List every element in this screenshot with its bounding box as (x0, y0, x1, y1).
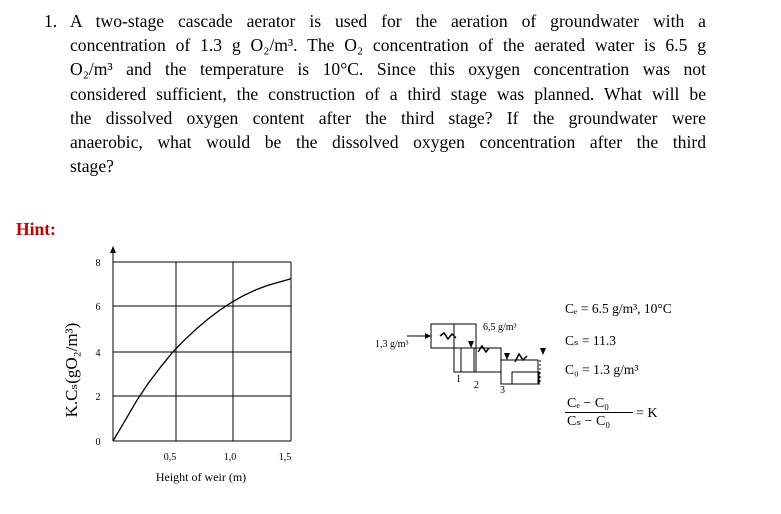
problem-line-4: considered sufficient, the construction of a third stage was planned. What will be (70, 83, 706, 104)
y-tick-6: 6 (95, 302, 101, 313)
problem-text (70, 9, 706, 178)
inlet-concentration-label: 1,3 g/m³ (375, 339, 409, 350)
problem-line-6: anaerobic, what would be the dissolved oxygen concentration after the third (70, 132, 706, 153)
problem-line-3: O₂/m³ and the temperature is 10°C. Since this oxygen concentration was not (70, 59, 706, 80)
x-tick-1-5: 1,5 (278, 452, 292, 463)
chart-series-line (113, 279, 291, 441)
stage-1-drop (468, 341, 474, 348)
hint-label: Hint: (16, 219, 56, 239)
formula-c0: C₀ = 1.3 g/m³ (565, 362, 639, 377)
x-tick-0-5: 0,5 (163, 452, 177, 463)
stage-2-upper (461, 348, 501, 372)
stage-2-drop (504, 353, 510, 360)
y-tick-2: 2 (95, 392, 101, 403)
formula-ce: Cₑ = 6.5 g/m³, 10°C (565, 301, 672, 316)
problem-line-7: stage? (70, 156, 114, 177)
stage-label-2: 2 (474, 380, 479, 391)
formula-k-equals: = K (636, 406, 658, 421)
stage-3-lower (512, 372, 539, 384)
stage-2-box (476, 348, 501, 372)
problem-line-2: concentration of 1.3 g O₂/m³. The O₂ concentration of the aerated water is 6.5 g (70, 35, 706, 56)
flow-wave-3 (515, 354, 527, 362)
chart-x-axis-label: Height of weir (m) (155, 470, 247, 484)
outlet-concentration-label: 6,5 g/m³ (483, 322, 517, 333)
stage-1-upper (431, 324, 476, 348)
formula-k (565, 396, 633, 430)
y-axis-arrow (110, 246, 116, 253)
stage-3-box (501, 360, 538, 384)
formula-k-denominator: Cₛ − C₀ (567, 414, 611, 429)
stage-label-3: 3 (500, 385, 505, 396)
y-tick-0: 0 (95, 437, 101, 448)
problem-line-5: the dissolved oxygen content after the third stage? If the groundwater were (70, 107, 706, 128)
chart-y-axis-label: K.Cₛ(gO₂/m³) (62, 322, 81, 418)
y-tick-8: 8 (95, 258, 101, 269)
formula-k-numerator: Cₑ − C₀ (567, 396, 610, 411)
formula-cs: Cₛ = 11.3 (565, 333, 617, 348)
flow-wave-1 (440, 333, 456, 339)
problem-line-1: A two-stage cascade aerator is used for the aeration of groundwater with a (70, 11, 706, 31)
y-tick-4: 4 (95, 348, 101, 359)
x-tick-1-0: 1,0 (223, 452, 237, 463)
stage-1-box (431, 324, 474, 372)
stage-3-drop (540, 348, 546, 355)
inlet-arrow (425, 333, 431, 339)
flow-wave-2 (478, 346, 489, 352)
stage-label-1: 1 (456, 374, 461, 385)
problem-number: 1. (44, 11, 58, 31)
